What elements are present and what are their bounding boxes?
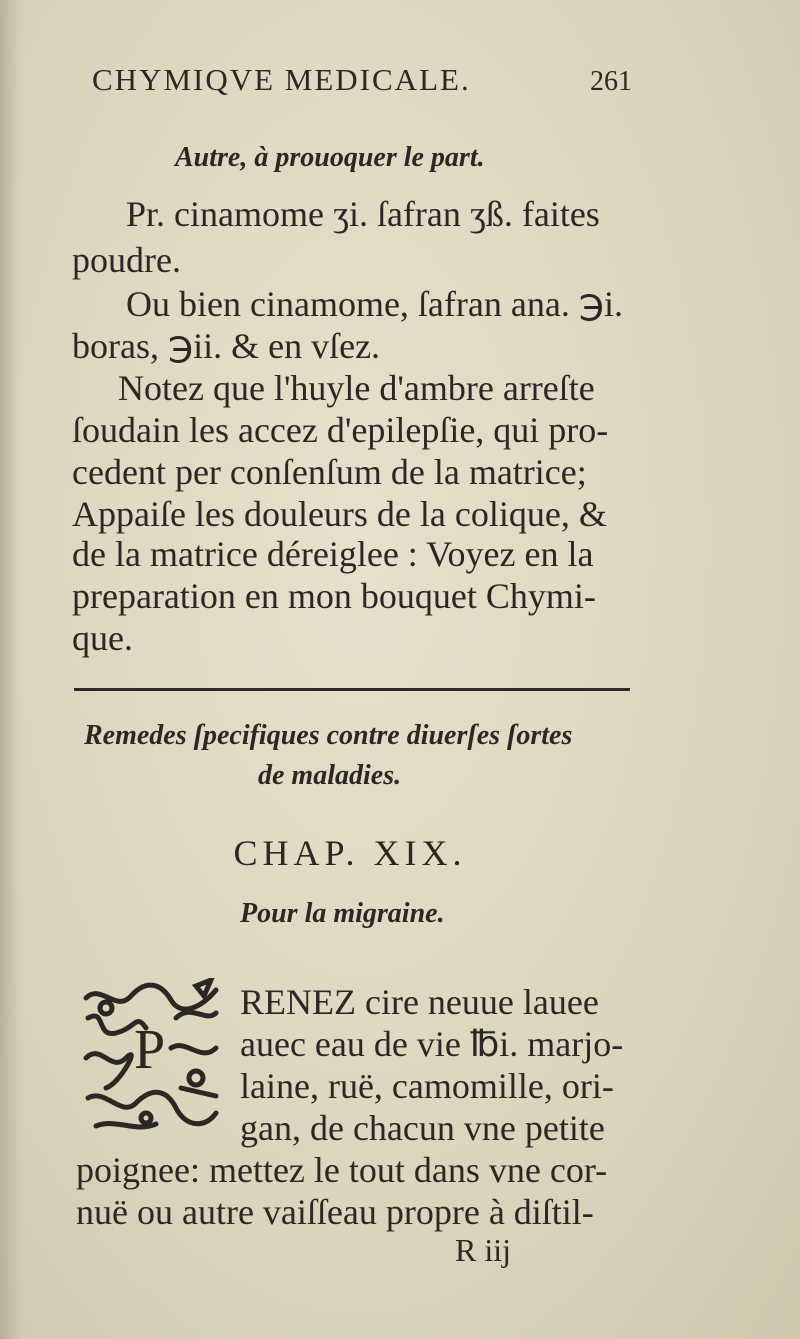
text-line: que. <box>72 618 133 658</box>
section-divider <box>74 688 630 691</box>
text-line: de la matrice déreiglee : Voyez en la <box>72 534 594 574</box>
text-line: cedent per conſenſum de la matrice; <box>72 452 587 492</box>
chapter-heading-line1: Remedes ſpecifiques contre diuerſes ſortes <box>84 720 573 751</box>
page-number: 261 <box>590 66 632 97</box>
signature-mark: R iij <box>455 1232 512 1268</box>
text-line: boras, ℈ii. & en vſez. <box>72 326 381 366</box>
subheading: Pour la migraine. <box>240 898 445 929</box>
text-line: Pr. cinamome ʒi. ſafran ʒß. faites <box>126 194 600 234</box>
text-line: nuë ou autre vaiſſeau propre à diſtil- <box>76 1192 594 1232</box>
page-gutter-shadow <box>0 0 22 1339</box>
dropcap-letter: P <box>134 1019 166 1081</box>
text-line: laine, ruë, camomille, ori- <box>240 1066 614 1106</box>
text-line: auec eau de vie ℔i. marjo- <box>240 1024 624 1064</box>
text-line: poignee: mettez le tout dans vne cor- <box>76 1150 608 1190</box>
text-line: RENEZ cire neuue lauee <box>240 982 599 1022</box>
chapter-number: CHAP. XIX. <box>233 833 467 873</box>
text-line: Appaiſe les douleurs de la colique, & <box>72 494 607 534</box>
text-line: Notez que l'huyle d'ambre arreſte <box>118 368 595 408</box>
text-line: poudre. <box>72 240 181 280</box>
running-title: CHYMIQVE MEDICALE. <box>92 62 471 97</box>
ornamental-initial <box>76 978 226 1136</box>
chapter-heading-line2: de maladies. <box>258 760 402 791</box>
section-heading: Autre, à prouoquer le part. <box>175 142 485 173</box>
running-header <box>92 62 632 106</box>
text-line: gan, de chacun vne petite <box>240 1108 605 1148</box>
text-line: preparation en mon bouquet Chymi- <box>72 576 596 616</box>
text-line: Ou bien cinamome, ſafran ana. ℈i. <box>126 284 623 324</box>
text-line: ſoudain les accez d'epilepſie, qui pro- <box>72 410 609 450</box>
